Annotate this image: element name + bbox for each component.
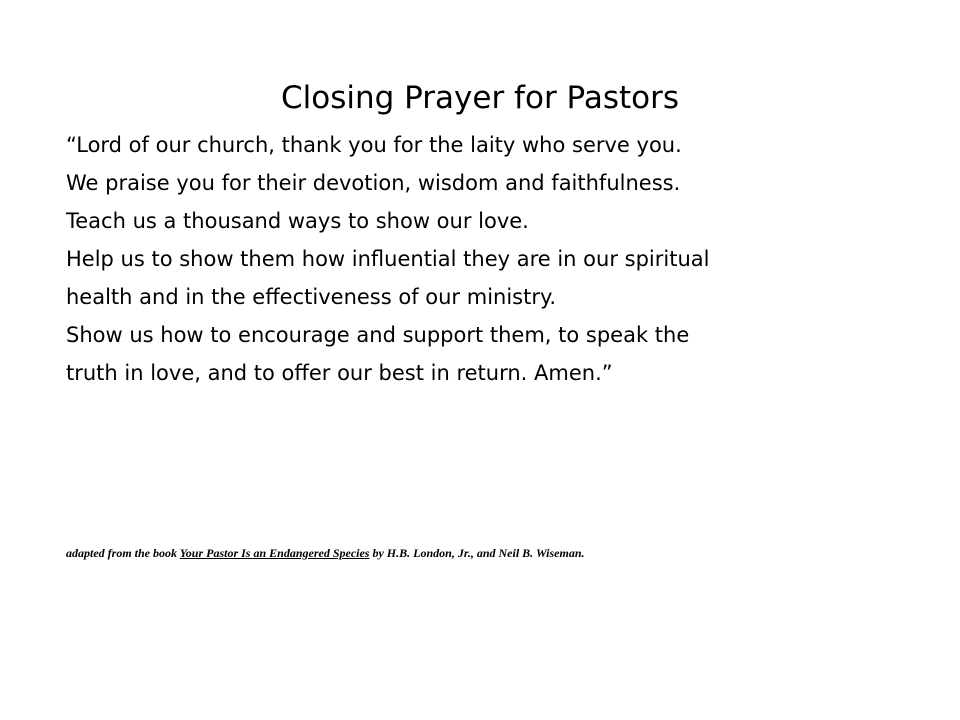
footnote-suffix: by H.B. London, Jr., and Neil B. Wiseman. xyxy=(369,546,585,560)
prayer-line: health and in the effectiveness of our ministry. xyxy=(66,285,557,309)
prayer-line: Help us to show them how influential they are in our spiritual xyxy=(66,247,710,271)
prayer-line: We praise you for their devotion, wisdom and faithfulness. xyxy=(66,171,681,195)
source-footnote xyxy=(66,546,926,561)
book-title: Your Pastor Is an Endangered Species xyxy=(179,546,370,560)
prayer-line: “Lord of our church, thank you for the laity who serve you. xyxy=(66,133,682,157)
prayer-line: Show us how to encourage and support them, to speak the xyxy=(66,323,690,347)
prayer-line: Teach us a thousand ways to show our love. xyxy=(66,209,529,233)
prayer-line: truth in love, and to offer our best in return. Amen.” xyxy=(66,361,613,385)
prayer-text xyxy=(66,126,946,392)
slide-title: Closing Prayer for Pastors xyxy=(280,80,680,116)
footnote-prefix: adapted from the book xyxy=(66,546,180,560)
